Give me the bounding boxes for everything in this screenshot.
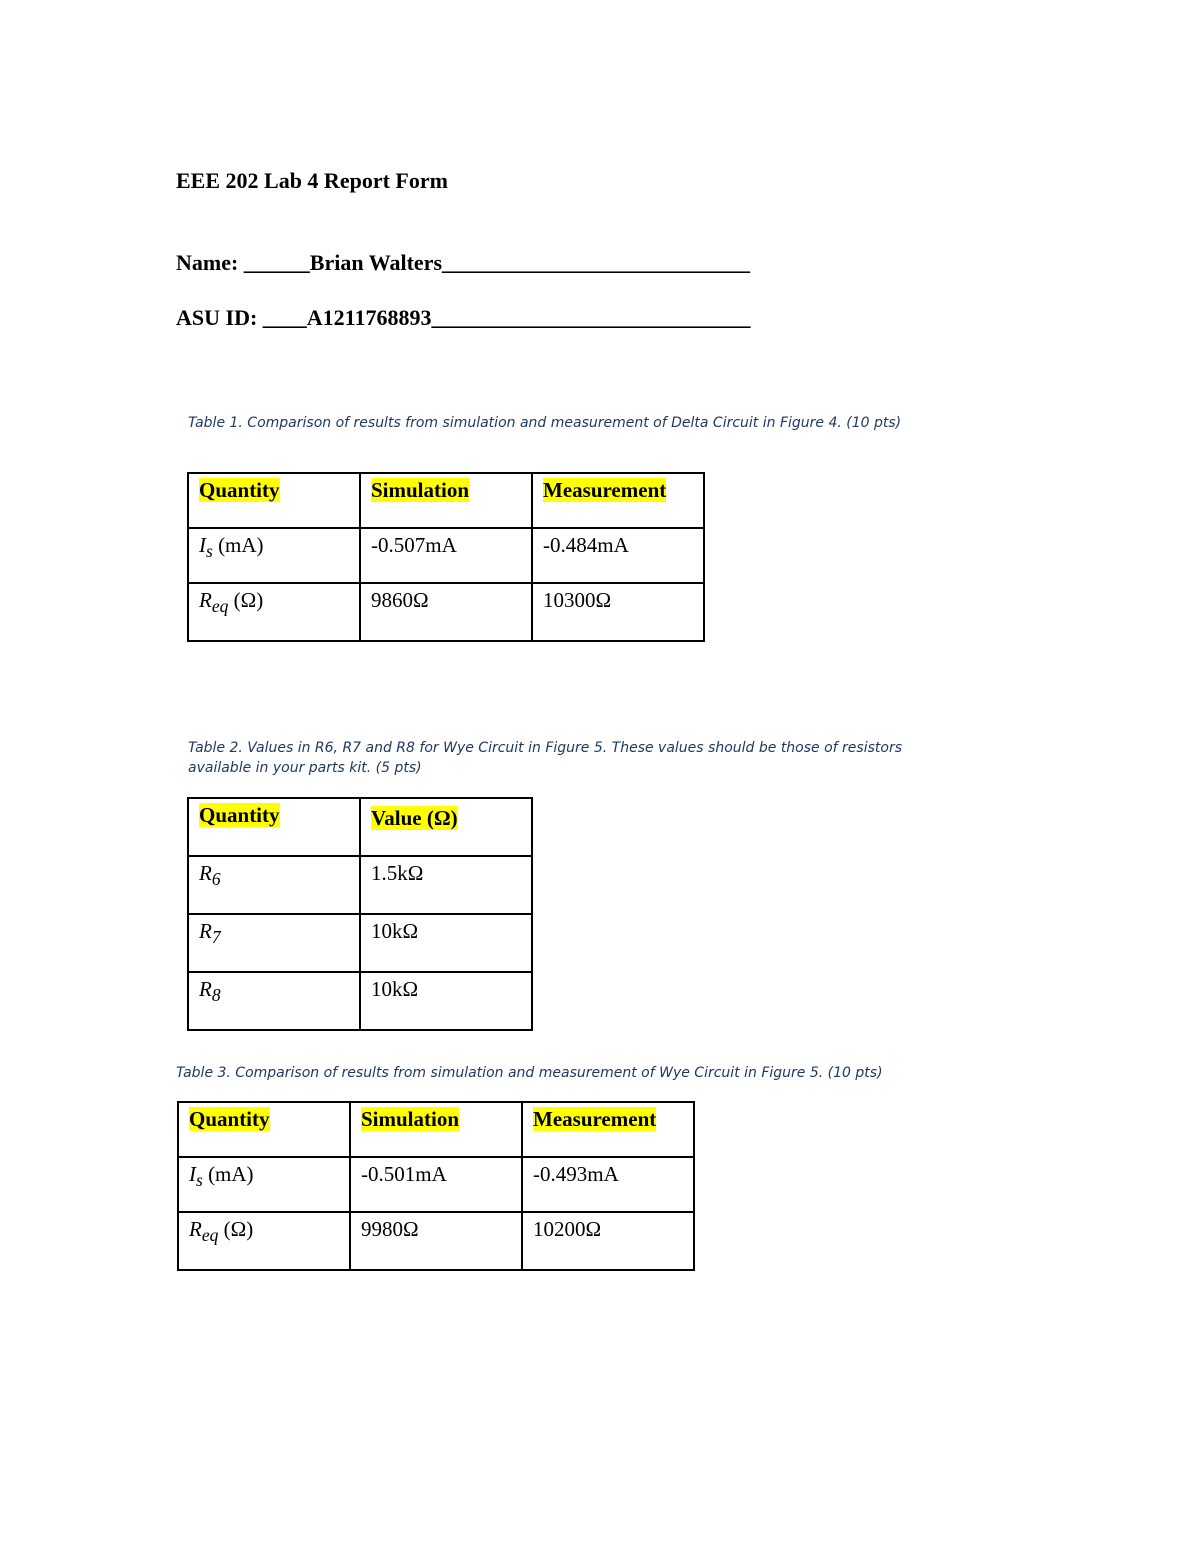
table1-delta-circuit [187,472,705,642]
quantity-cell: $I_s$ (mA) [199,533,264,562]
simulation-cell: 9860Ω [371,588,429,612]
quantity-cell: $R_6$ [199,861,221,890]
asu-id-field: ASU ID: ____A1211768893_____________________________ [176,305,751,330]
quantity-cell: $I_s$ (mA) [189,1162,254,1191]
table-row [178,1212,694,1270]
quantity-cell: $R_{eq}$ (Ω) [189,1217,254,1246]
page-title: EEE 202 Lab 4 Report Form [176,168,448,193]
value-cell: 10kΩ [371,919,419,943]
header-simulation: Simulation [371,478,470,502]
simulation-cell: 9980Ω [361,1217,419,1241]
header-measurement: Measurement [533,1107,657,1131]
simulation-cell: -0.501mA [361,1162,447,1186]
header-measurement: Measurement [543,478,667,502]
name-field: Name: ______Brian Walters____________________________ [176,250,751,275]
table-row [178,1157,694,1212]
table3-wye-circuit [177,1101,695,1271]
table-row [188,856,532,914]
quantity-cell: $R_7$ [199,919,221,948]
table-header-row [188,473,704,528]
measurement-cell: -0.493mA [533,1162,619,1186]
table-row [188,972,532,1030]
value-cell: 10kΩ [371,977,419,1001]
simulation-cell: -0.507mA [371,533,457,557]
value-cell: 1.5kΩ [371,861,424,885]
table-row [188,583,704,641]
table2-wye-resistors [187,797,533,1031]
table1-caption: Table 1. Comparison of results from simulation and measurement of Delta Circuit in Figure 4. (10 pts) [188,415,902,431]
header-value: Value (Ω) [371,806,458,830]
quantity-cell: $R_{eq}$ (Ω) [199,588,264,617]
measurement-cell: 10300Ω [543,588,612,612]
quantity-cell: $R_8$ [199,977,221,1006]
header-simulation: Simulation [361,1107,460,1131]
table-header-row [178,1102,694,1157]
table-header-row [188,798,532,856]
table-row [188,914,532,972]
table3-caption: Table 3. Comparison of results from simulation and measurement of Wye Circuit in Figure 5. (10 pts) [176,1065,883,1081]
measurement-cell: 10200Ω [533,1217,602,1241]
header-quantity: Quantity [199,478,280,502]
header-quantity: Quantity [189,1107,270,1131]
header-quantity: Quantity [199,803,280,827]
table2-caption: Table 2. Values in R6, R7 and R8 for Wye Circuit in Figure 5. These values should be those of resistors available in your parts kit. (5 pts) [188,740,902,776]
table-row [188,528,704,583]
measurement-cell: -0.484mA [543,533,629,557]
